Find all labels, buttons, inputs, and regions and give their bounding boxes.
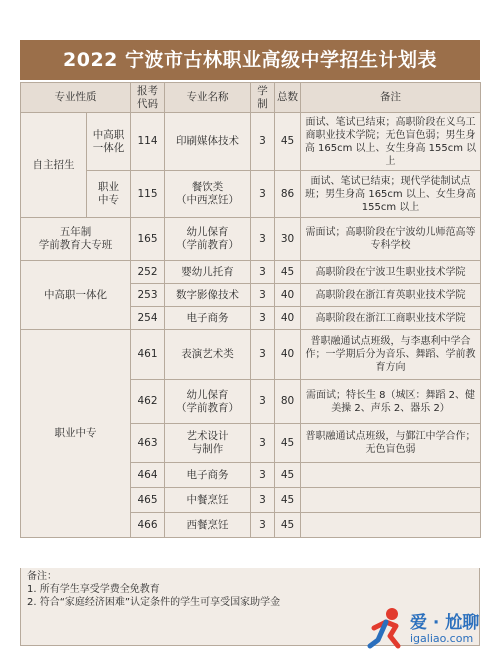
years-cell: 3 <box>251 424 275 463</box>
years-cell: 3 <box>251 463 275 488</box>
note-cell <box>301 463 481 488</box>
table-row <box>21 171 481 218</box>
header-code: 报考 代码 <box>131 83 165 113</box>
total-cell: 45 <box>275 261 301 284</box>
running-figure-icon <box>366 606 406 650</box>
page-title: 2022 宁波市古林职业高级中学招生计划表 <box>20 40 480 80</box>
table-row <box>21 330 481 380</box>
header-total: 总数 <box>275 83 301 113</box>
total-cell: 40 <box>275 284 301 307</box>
note-cell: 面试、笔试已结束；高职阶段在义乌工商职业技术学院；无色盲色弱；男生身高 165cm 以上、女生身高 155cm 以上 <box>301 113 481 171</box>
years-cell: 3 <box>251 513 275 538</box>
years-cell: 3 <box>251 330 275 380</box>
group-label: 五年制 学前教育大专班 <box>21 218 131 261</box>
group-label: 自主招生 <box>21 113 87 218</box>
note-cell <box>301 488 481 513</box>
years-cell: 3 <box>251 113 275 171</box>
major-cell: 餐饮类 （中西烹饪） <box>165 171 251 218</box>
code-cell: 466 <box>131 513 165 538</box>
code-cell: 165 <box>131 218 165 261</box>
watermark-url: igaliao.com <box>410 632 474 645</box>
note-cell: 需面试；高职阶段在宁波幼儿师范高等专科学校 <box>301 218 481 261</box>
total-cell: 40 <box>275 307 301 330</box>
table-header-row <box>21 83 481 113</box>
major-cell: 西餐烹饪 <box>165 513 251 538</box>
code-cell: 465 <box>131 488 165 513</box>
note-cell: 面试、笔试已结束；现代学徒制试点班；男生身高 165cm 以上、女生身高 155cm 以上 <box>301 171 481 218</box>
table-row <box>21 113 481 171</box>
note-cell <box>301 513 481 538</box>
major-cell: 中餐烹饪 <box>165 488 251 513</box>
note-cell: 普职融通试点班级，与李惠利中学合作；一学期后分为音乐、舞蹈、学前教育方向 <box>301 330 481 380</box>
major-cell: 电子商务 <box>165 463 251 488</box>
total-cell: 45 <box>275 463 301 488</box>
total-cell: 80 <box>275 380 301 424</box>
code-cell: 253 <box>131 284 165 307</box>
footnote-item: 1. 所有学生享受学费全免教育 <box>27 584 160 595</box>
footnote-item: 2. 符合“家庭经济困难”认定条件的学生可享受国家助学金 <box>27 597 281 608</box>
major-cell: 幼儿保育 （学前教育） <box>165 218 251 261</box>
major-cell: 印刷媒体技术 <box>165 113 251 171</box>
watermark-text: 爱 · 尬聊 <box>410 613 480 633</box>
footnotes-heading: 备注： <box>27 571 57 582</box>
code-cell: 254 <box>131 307 165 330</box>
subgroup-label: 职业 中专 <box>87 171 131 218</box>
total-cell: 45 <box>275 113 301 171</box>
header-note: 备注 <box>301 83 481 113</box>
header-type: 专业性质 <box>21 83 131 113</box>
site-watermark <box>366 606 486 652</box>
code-cell: 464 <box>131 463 165 488</box>
years-cell: 3 <box>251 261 275 284</box>
years-cell: 3 <box>251 171 275 218</box>
total-cell: 86 <box>275 171 301 218</box>
group-label: 中高职一体化 <box>21 261 131 330</box>
note-cell: 普职融通试点班级，与鄞江中学合作；无色盲色弱 <box>301 424 481 463</box>
code-cell: 462 <box>131 380 165 424</box>
total-cell: 45 <box>275 513 301 538</box>
years-cell: 3 <box>251 488 275 513</box>
table-row <box>21 261 481 284</box>
table-row <box>21 218 481 261</box>
code-cell: 463 <box>131 424 165 463</box>
code-cell: 252 <box>131 261 165 284</box>
subgroup-label: 中高职 一体化 <box>87 113 131 171</box>
note-cell: 高职阶段在宁波卫生职业技术学院 <box>301 261 481 284</box>
years-cell: 3 <box>251 307 275 330</box>
years-cell: 3 <box>251 284 275 307</box>
admission-plan-table <box>20 82 481 538</box>
note-cell: 高职阶段在浙江工商职业技术学院 <box>301 307 481 330</box>
total-cell: 45 <box>275 424 301 463</box>
major-cell: 电子商务 <box>165 307 251 330</box>
note-cell: 高职阶段在浙江育英职业技术学院 <box>301 284 481 307</box>
total-cell: 40 <box>275 330 301 380</box>
major-cell: 幼儿保育 （学前教育） <box>165 380 251 424</box>
years-cell: 3 <box>251 218 275 261</box>
note-cell: 需面试；特长生 8（城区：舞蹈 2、健美操 2、声乐 2、器乐 2） <box>301 380 481 424</box>
header-years: 学制 <box>251 83 275 113</box>
major-cell: 表演艺术类 <box>165 330 251 380</box>
code-cell: 115 <box>131 171 165 218</box>
years-cell: 3 <box>251 380 275 424</box>
code-cell: 461 <box>131 330 165 380</box>
total-cell: 45 <box>275 488 301 513</box>
major-cell: 艺术设计 与制作 <box>165 424 251 463</box>
major-cell: 数字影像技术 <box>165 284 251 307</box>
total-cell: 30 <box>275 218 301 261</box>
code-cell: 114 <box>131 113 165 171</box>
header-major: 专业名称 <box>165 83 251 113</box>
group-label: 职业中专 <box>21 330 131 538</box>
major-cell: 婴幼儿托育 <box>165 261 251 284</box>
